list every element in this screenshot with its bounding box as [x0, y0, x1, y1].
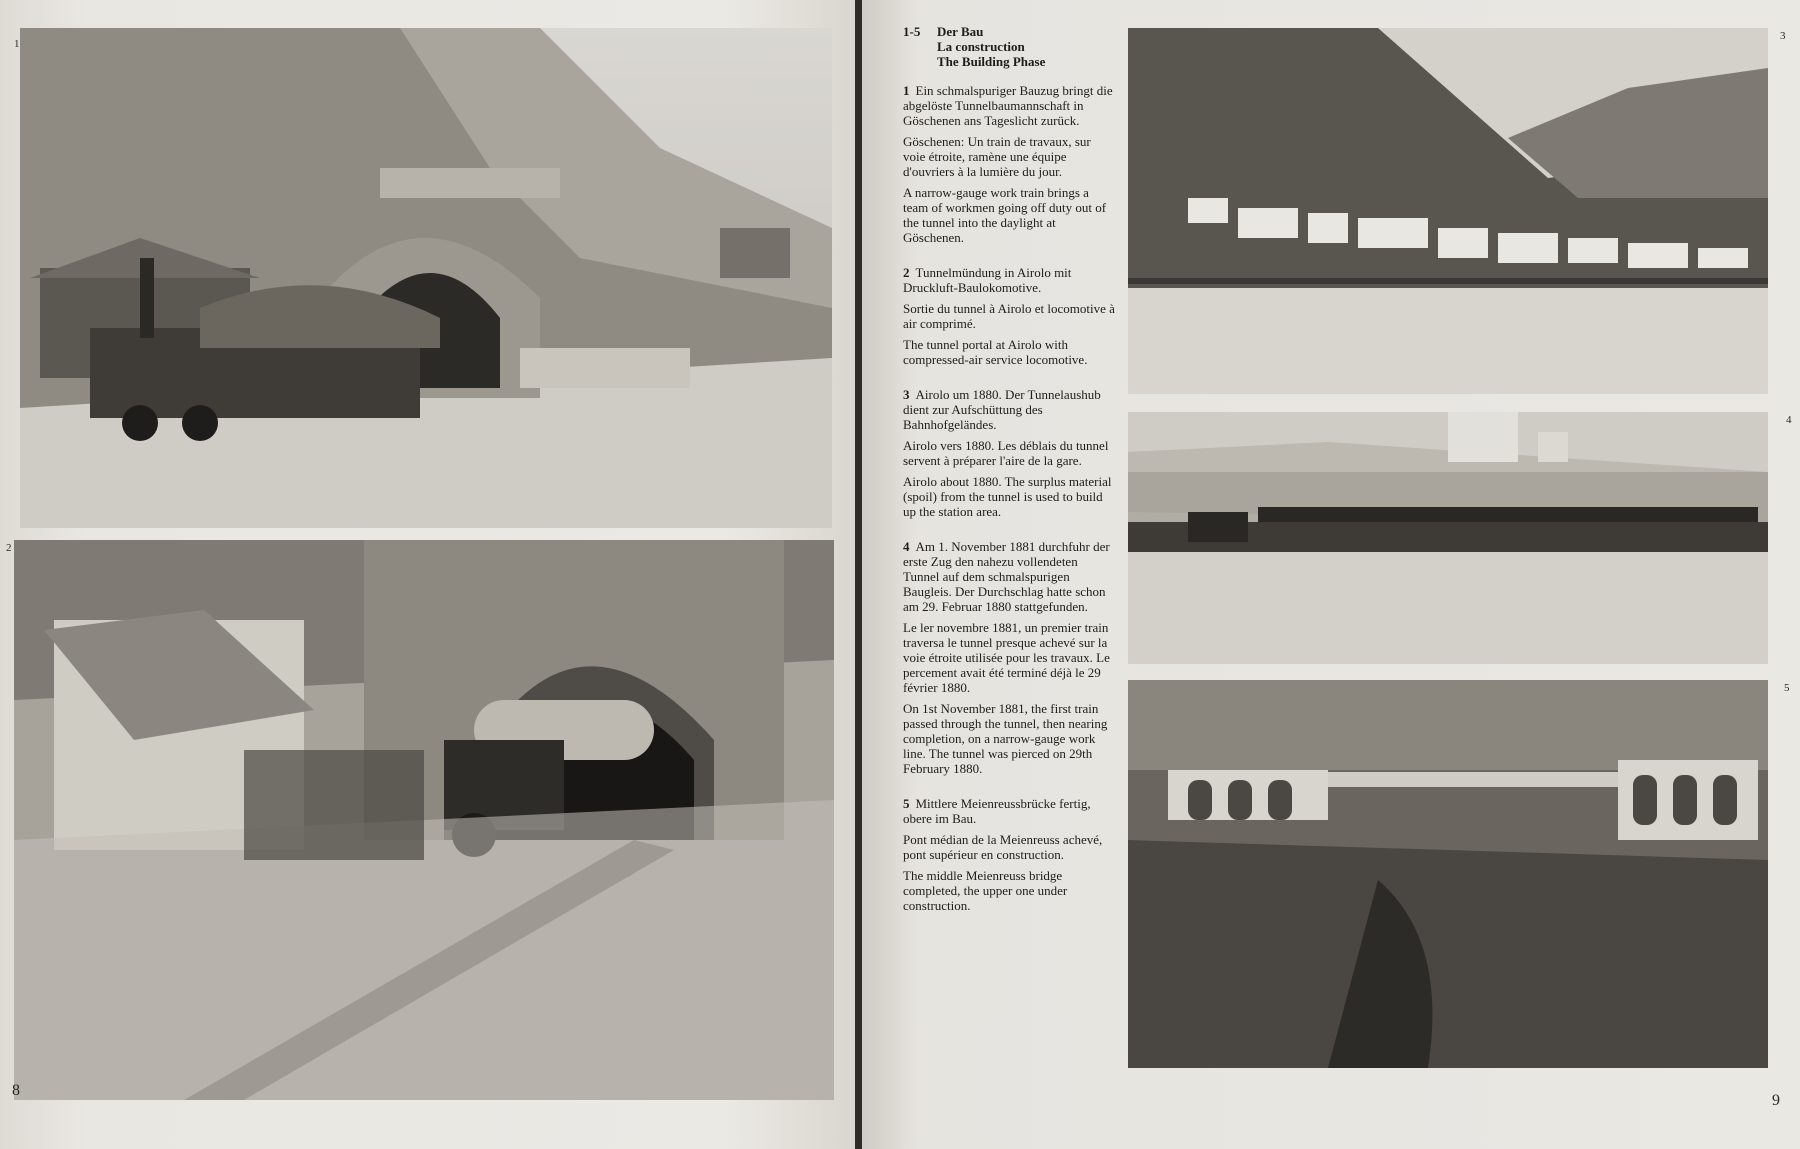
plate-number-2: 2 [6, 542, 12, 554]
photo-work-train-goschenen [20, 28, 832, 528]
plate-number-5: 5 [1784, 682, 1790, 694]
caption-entry-4 [903, 539, 1115, 776]
caption-fr: Pont médian de la Meienreuss achevé, pont supérieur en construction. [903, 832, 1103, 862]
entry-number: 1 [903, 83, 910, 98]
left-page [0, 0, 855, 1149]
caption-column [903, 24, 1115, 933]
caption-de: Am 1. November 1881 durchfuhr der erste Zug den nahezu vollendeten Tunnel auf dem schmalspurigen Baugleis. Der Durchschlag hatte schon am 29. Februar 1880 stattgefunden. [903, 539, 1110, 614]
section-title-fr: La construction [937, 39, 1025, 54]
caption-de: Mittlere Meienreussbrücke fertig, obere im Bau. [903, 796, 1091, 826]
caption-en: A narrow-gauge work train brings a team of workmen going off duty out of the tunnel into the daylight at Göschenen. [903, 185, 1107, 245]
caption-en: On 1st November 1881, the first train passed through the tunnel, then nearing completion, on a narrow-gauge work line. The tunnel was pierced on 29th February 1880. [903, 701, 1108, 776]
book-gutter [855, 0, 862, 1149]
photo-meienreuss-bridges [1128, 680, 1768, 1068]
section-title-en: The Building Phase [937, 54, 1046, 69]
photo-plate-3 [1128, 28, 1768, 394]
entry-number: 3 [903, 387, 910, 402]
caption-en: The tunnel portal at Airolo with compressed-air service locomotive. [903, 337, 1088, 367]
caption-de: Airolo um 1880. Der Tunnelaushub dient zur Aufschüttung des Bahnhofgeländes. [903, 387, 1101, 432]
page-number-right: 9 [1772, 1092, 1780, 1109]
caption-fr: Le ler novembre 1881, un premier train traversa le tunnel presque achevé sur la voie étroite utilisée pour les travaux. Le percement avait été terminé déjà le 29 février 1880. [903, 620, 1110, 695]
caption-en: The middle Meienreuss bridge completed, the upper one under construction. [903, 868, 1068, 913]
photo-plate-2 [14, 540, 834, 1100]
section-title-de: Der Bau [937, 24, 984, 39]
caption-fr: Sortie du tunnel à Airolo et locomotive à air comprimé. [903, 301, 1115, 331]
photo-plate-5 [1128, 680, 1768, 1068]
caption-entry-5 [903, 796, 1115, 913]
photo-plate-1 [20, 28, 832, 528]
page-number-left: 8 [12, 1082, 20, 1099]
entry-number: 4 [903, 539, 910, 554]
plate-number-1: 1 [14, 38, 20, 50]
photo-first-train-1881 [1128, 412, 1768, 664]
caption-entry-3 [903, 387, 1115, 519]
entry-number: 2 [903, 265, 910, 280]
photo-airolo-1880 [1128, 28, 1768, 394]
photo-airolo-tunnel-portal [14, 540, 834, 1100]
plate-number-4: 4 [1786, 414, 1792, 426]
caption-de: Ein schmalspuriger Bauzug bringt die abgelöste Tunnelbaumannschaft in Göschenen ans Tageslicht zurück. [903, 83, 1113, 128]
entry-number: 5 [903, 796, 910, 811]
plate-number-3: 3 [1780, 30, 1786, 42]
caption-de: Tunnelmündung in Airolo mit Druckluft-Baulokomotive. [903, 265, 1072, 295]
caption-fr: Airolo vers 1880. Les déblais du tunnel servent à préparer l'aire de la gare. [903, 438, 1109, 468]
caption-fr: Göschenen: Un train de travaux, sur voie étroite, ramène une équipe d'ouvriers à la lumière du jour. [903, 134, 1091, 179]
section-heading [903, 24, 1115, 69]
section-number: 1-5 [903, 24, 921, 39]
caption-en: Airolo about 1880. The surplus material (spoil) from the tunnel is used to build up the station area. [903, 474, 1112, 519]
photo-plate-4 [1128, 412, 1768, 664]
caption-entry-1 [903, 83, 1115, 245]
caption-entry-2 [903, 265, 1115, 367]
